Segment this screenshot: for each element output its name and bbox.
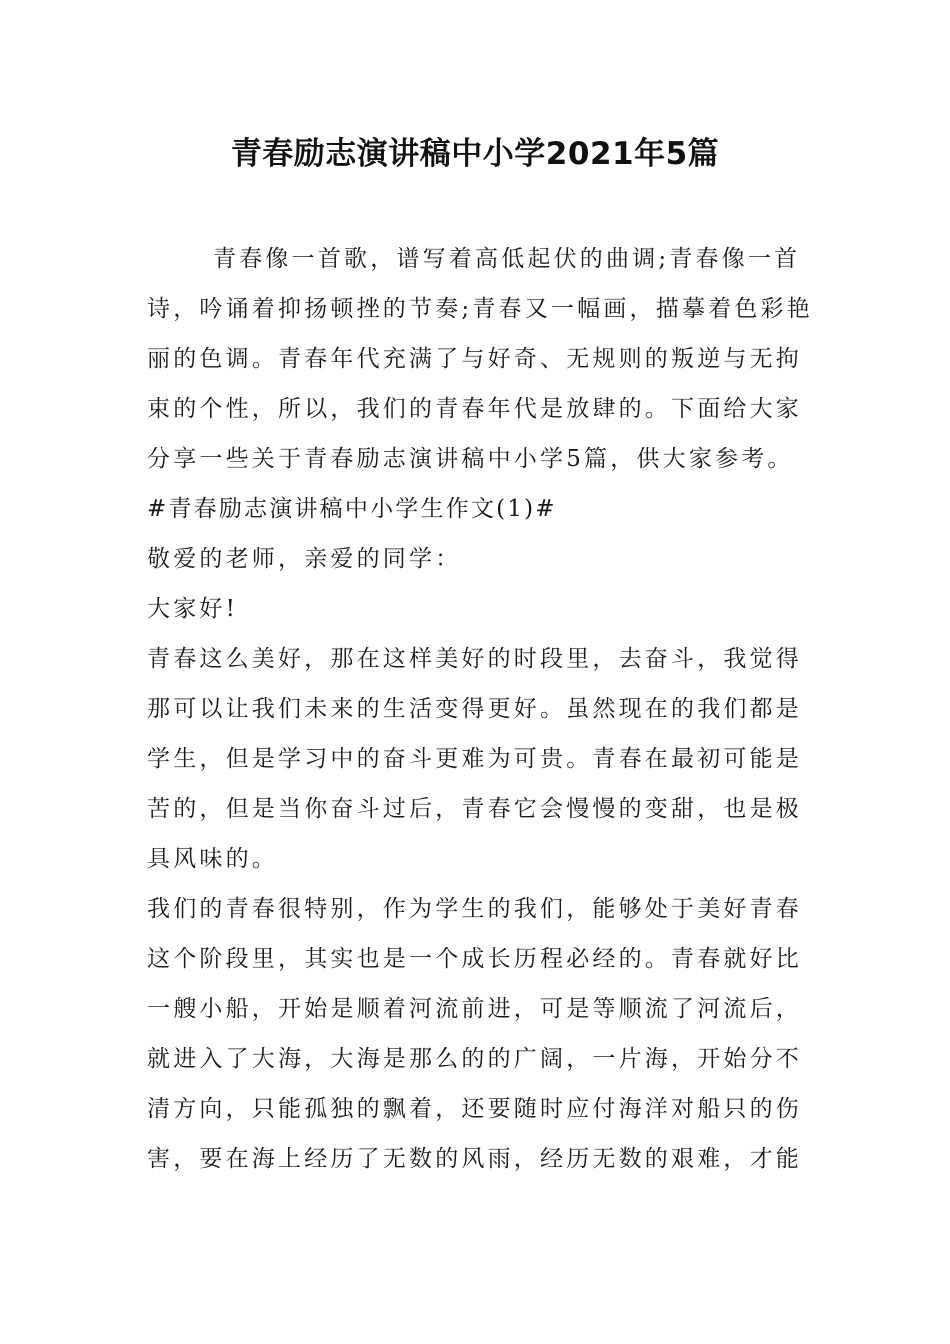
paragraph-line: 诗，吟诵着抑扬顿挫的节奏;青春又一幅画，描摹着色彩艳 [147,296,813,322]
paragraph-line: 学生，但是学习中的奋斗更难为可贵。青春在最初可能是 [147,746,802,772]
paragraph-line: 我们的青春很特别，作为学生的我们，能够处于美好青春 [147,896,802,922]
paragraph-line: 就进入了大海，大海是那么的的广阔，一片海，开始分不 [147,1046,802,1072]
paragraph-line: 具风味的。 [147,846,278,872]
paragraph-line: 苦的，但是当你奋斗过后，青春它会慢慢的变甜，也是极 [147,796,802,822]
greeting-line: 大家好! [147,596,239,622]
document-body [147,234,813,1184]
section-heading-line: #青春励志演讲稿中小学生作文(1)# [147,496,557,522]
paragraph-line: 束的个性，所以，我们的青春年代是放肆的。下面给大家 [147,396,802,422]
paragraph-line: 青春这么美好，那在这样美好的时段里，去奋斗，我觉得 [147,646,802,672]
paragraph-line: 害，要在海上经历了无数的风雨，经历无数的艰难，才能 [147,1146,802,1172]
paragraph-line: 分享一些关于青春励志演讲稿中小学5篇，供大家参考。 [147,446,794,472]
salutation-line: 敬爱的老师，亲爱的同学： [147,546,462,572]
paragraph-line: 一艘小船，开始是顺着河流前进，可是等顺流了河流后， [147,996,802,1022]
paragraph-line: 清方向，只能孤独的飘着，还要随时应付海洋对船只的伤 [147,1096,802,1122]
paragraph-line: 这个阶段里，其实也是一个成长历程必经的。青春就好比 [147,946,802,972]
document-title: 青春励志演讲稿中小学2021年5篇 [230,136,720,172]
paragraph-line: 那可以让我们未来的生活变得更好。虽然现在的我们都是 [147,696,802,722]
paragraph-line: 丽的色调。青春年代充满了与好奇、无规则的叛逆与无拘 [147,346,802,372]
paragraph-line: 青春像一首歌，谱写着高低起伏的曲调;青春像一首 [213,246,801,272]
